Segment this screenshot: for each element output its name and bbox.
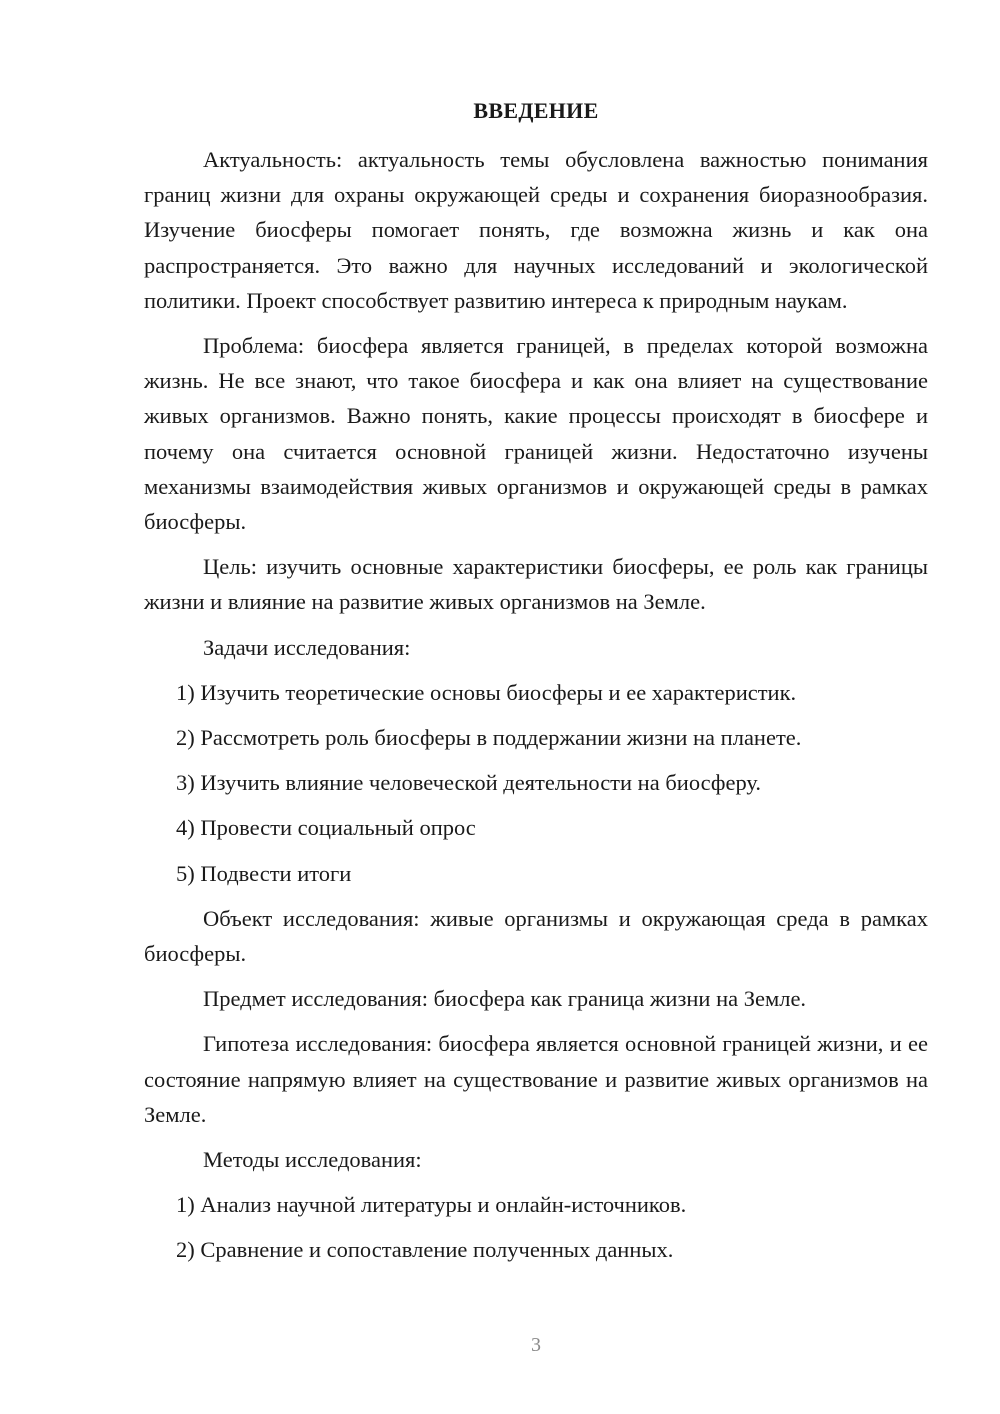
task-item: 2) Рассмотреть роль биосферы в поддержании жизни на планете. [176, 725, 802, 751]
page-title: ВВЕДЕНИЕ [473, 98, 599, 123]
page-number: 3 [531, 1334, 541, 1356]
task-item: 1) Изучить теоретические основы биосферы и ее характеристик. [176, 679, 797, 705]
task-item: 4) Провести социальный опрос [176, 815, 476, 841]
task-item: 5) Подвести итоги [176, 860, 352, 886]
method-item: 2) Сравнение и сопоставление полученных данных. [176, 1237, 674, 1263]
relevance-paragraph: Актуальность: актуальность темы обусловлена важностью понимания границ жизни для охраны окружающей среды и сохранения биоразнообразия. Изучение биосферы помогает понять, где возможна жизнь и как она распространяется. Это важно для научных исследований и экологической политики. Проект способствует развитию интереса к природным наукам. [144, 147, 928, 313]
problem-paragraph: Проблема: биосфера является границей, в пределах которой возможна жизнь. Не все знают, что такое биосфера и как она влияет на существование живых организмов. Важно понять, какие процессы происходят в биосфере и почему она считается основной границей жизни. Недостаточно изучены механизмы взаимодействия живых организмов и окружающей среды в рамках биосферы. [144, 333, 928, 535]
object-paragraph: Объект исследования: живые организмы и окружающая среда в рамках биосферы. [144, 905, 928, 967]
hypothesis-paragraph: Гипотеза исследования: биосфера является основной границей жизни, и ее состояние напрямую влияет на существование и развитие живых организмов на Земле. [144, 1031, 928, 1127]
tasks-heading: Задачи исследования: [203, 634, 411, 660]
goal-paragraph: Цель: изучить основные характеристики биосферы, ее роль как границы жизни и влияние на развитие живых организмов на Земле. [144, 554, 928, 615]
document-body [144, 142, 928, 1278]
methods-heading: Методы исследования: [203, 1147, 422, 1173]
subject-paragraph: Предмет исследования: биосфера как граница жизни на Земле. [203, 986, 807, 1012]
method-item: 1) Анализ научной литературы и онлайн-источников. [176, 1192, 687, 1218]
task-item: 3) Изучить влияние человеческой деятельности на биосферу. [176, 770, 762, 796]
